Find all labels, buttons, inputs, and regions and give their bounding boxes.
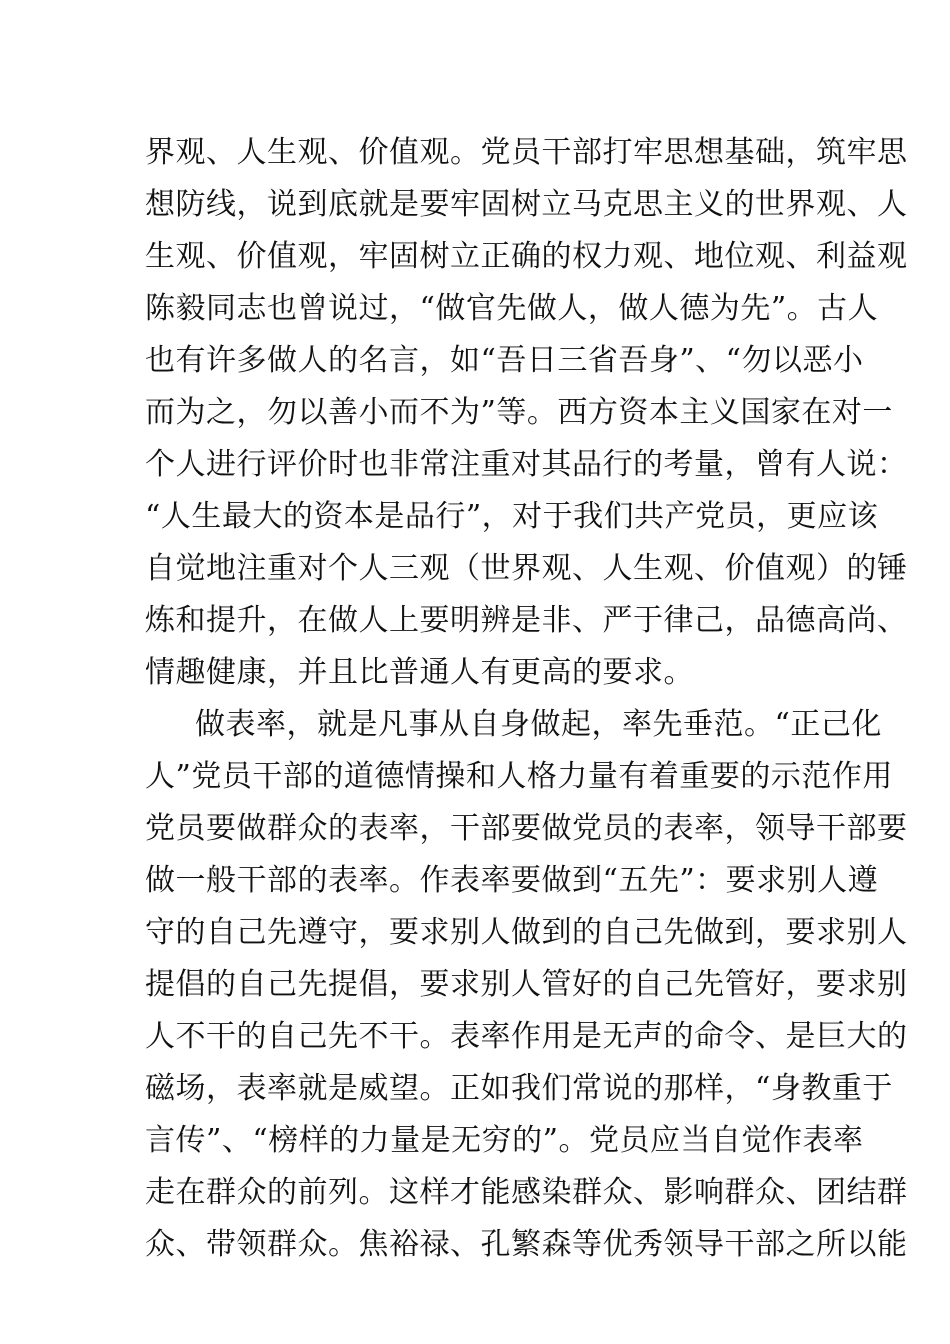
text-line: 而为之，勿以善小而不为”等。西方资本主义国家在对一 (145, 395, 893, 430)
text-line: 走在群众的前列。这样才能感染群众、影响群众、团结群 (145, 1175, 908, 1210)
text-line: 众、带领群众。焦裕禄、孔繁森等优秀领导干部之所以能 (145, 1227, 908, 1262)
text-line: 做一般干部的表率。作表率要做到“五先”：要求别人遵 (145, 863, 879, 898)
text-line: 想防线，说到底就是要牢固树立马克思主义的世界观、人 (145, 187, 908, 222)
text-line: 界观、人生观、价值观。党员干部打牢思想基础，筑牢思 (145, 135, 908, 170)
text-line: 个人进行评价时也非常注重对其品行的考量，曾有人说： (145, 447, 908, 482)
text-line: 言传”、“榜样的力量是无穷的”。党员应当自觉作表率 (145, 1123, 864, 1158)
text-line: 党员要做群众的表率，干部要做党员的表率，领导干部要 (145, 811, 908, 846)
text-line: 磁场，表率就是威望。正如我们常说的那样，“身教重于 (145, 1071, 893, 1106)
text-line: 人不干的自己先不干。表率作用是无声的命令、是巨大的 (145, 1019, 908, 1054)
body-text (145, 127, 908, 1271)
text-line: 陈毅同志也曾说过，“做官先做人，做人德为先”。古人 (145, 291, 879, 326)
text-line: 也有许多做人的名言，如“吾日三省吾身”、“勿以恶小 (145, 343, 864, 378)
paragraph-2 (145, 699, 908, 1271)
text-line: 情趣健康，并且比普通人有更高的要求。 (145, 655, 694, 690)
text-line: 生观、价值观，牢固树立正确的权力观、地位观、利益观 (145, 239, 908, 274)
paragraph-1 (145, 127, 908, 699)
text-line-first-indented: 做表率，就是凡事从自身做起，率先垂范。“正己化 (195, 707, 882, 742)
text-line: 炼和提升，在做人上要明辨是非、严于律己，品德高尚、 (145, 603, 908, 638)
text-line: 守的自己先遵守，要求别人做到的自己先做到，要求别人 (145, 915, 908, 950)
text-line: “人生最大的资本是品行”，对于我们共产党员，更应该 (145, 499, 879, 534)
text-line: 提倡的自己先提倡，要求别人管好的自己先管好，要求别 (145, 967, 908, 1002)
text-line: 自觉地注重对个人三观（世界观、人生观、价值观）的锤 (145, 551, 908, 586)
text-line: 人”党员干部的道德情操和人格力量有着重要的示范作用 (145, 759, 893, 794)
